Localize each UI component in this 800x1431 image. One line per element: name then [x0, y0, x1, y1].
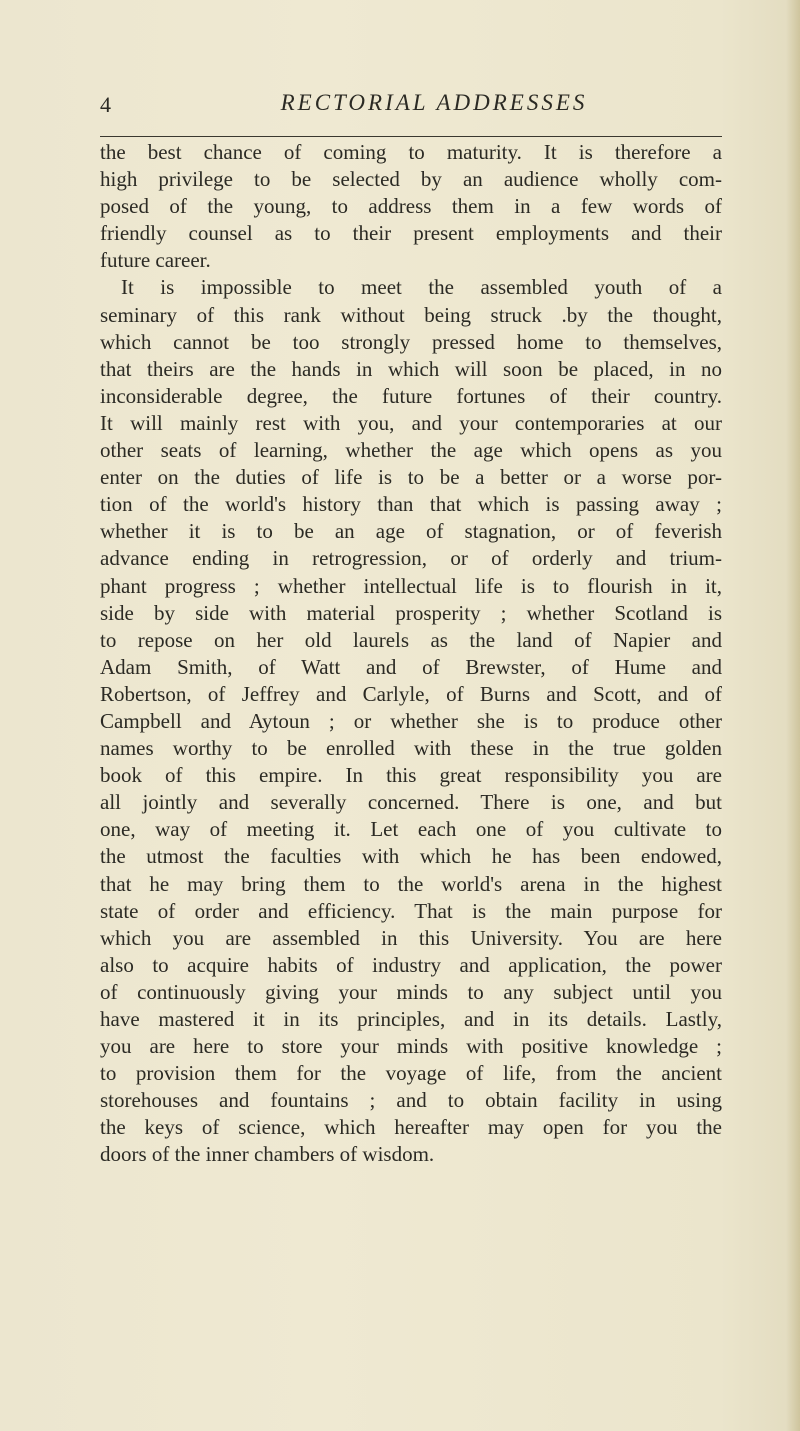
- text-line: advance ending in retrogression, or of orderly and trium-: [100, 546, 722, 571]
- text-line: which you are assembled in this University. You are here: [100, 925, 722, 950]
- header-rule: [100, 136, 722, 137]
- text-line: It will mainly rest with you, and your contemporaries at our: [100, 410, 722, 435]
- text-line: you are here to store your minds with positive knowledge ;: [100, 1034, 722, 1059]
- text-line: all jointly and severally concerned. There is one, and but: [100, 790, 722, 815]
- text-line: doors of the inner chambers of wisdom.: [100, 1142, 435, 1167]
- body-text: [100, 139, 722, 1169]
- text-line: side by side with material prosperity ; whether Scotland is: [100, 600, 722, 625]
- text-line: high privilege to be selected by an audience wholly com-: [100, 167, 722, 192]
- text-line: names worthy to be enrolled with these in the true golden: [100, 736, 722, 761]
- text-line: of continuously giving your minds to any subject until you: [100, 979, 722, 1004]
- text-line: which cannot be too strongly pressed home to themselves,: [100, 329, 722, 354]
- running-head: RECTORIAL ADDRESSES: [280, 90, 588, 115]
- paragraph: [100, 139, 722, 274]
- text-line: Robertson, of Jeffrey and Carlyle, of Burns and Scott, and of: [100, 681, 722, 706]
- page-number: 4: [100, 92, 112, 117]
- text-line: to provision them for the voyage of life, from the ancient: [100, 1061, 722, 1086]
- text-line: posed of the young, to address them in a few words of: [100, 194, 722, 219]
- text-line: the keys of science, which hereafter may open for you the: [100, 1115, 722, 1140]
- text-line: book of this empire. In this great responsibility you are: [100, 763, 722, 788]
- text-line: other seats of learning, whether the age which opens as you: [100, 438, 722, 463]
- text-line: that theirs are the hands in which will soon be placed, in no: [100, 356, 722, 381]
- page-edge-shadow: [786, 0, 800, 1431]
- text-line: friendly counsel as to their present employments and their: [100, 221, 722, 246]
- text-line: phant progress ; whether intellectual life is to flourish in it,: [100, 573, 722, 598]
- text-line: have mastered it in its principles, and in its details. Lastly,: [100, 1007, 722, 1031]
- text-line: that he may bring them to the world's arena in the highest: [100, 871, 722, 896]
- text-line: enter on the duties of life is to be a better or a worse por-: [100, 465, 722, 490]
- page-header: [100, 88, 720, 128]
- text-line: Adam Smith, of Watt and of Brewster, of Hume and: [100, 654, 722, 679]
- text-line: state of order and efficiency. That is the main purpose for: [100, 898, 722, 923]
- text-line: It is impossible to meet the assembled youth of a: [121, 275, 722, 300]
- text-line: inconsiderable degree, the future fortunes of their country.: [100, 383, 722, 408]
- text-line: the utmost the faculties with which he has been endowed,: [100, 844, 722, 869]
- text-line: whether it is to be an age of stagnation, or of feverish: [100, 519, 722, 544]
- text-line: the best chance of coming to maturity. It is therefore a: [100, 140, 722, 164]
- text-line: future career.: [100, 248, 211, 273]
- paragraph: [100, 274, 722, 1168]
- text-line: seminary of this rank without being struck .by the thought,: [100, 302, 722, 327]
- text-line: tion of the world's history than that which is passing away ;: [100, 492, 722, 517]
- text-line: Campbell and Aytoun ; or whether she is to produce other: [100, 708, 722, 733]
- text-line: to repose on her old laurels as the land of Napier and: [100, 627, 722, 652]
- text-line: also to acquire habits of industry and application, the power: [100, 952, 722, 977]
- text-line: one, way of meeting it. Let each one of you cultivate to: [100, 817, 722, 842]
- text-line: storehouses and fountains ; and to obtain facility in using: [100, 1088, 722, 1113]
